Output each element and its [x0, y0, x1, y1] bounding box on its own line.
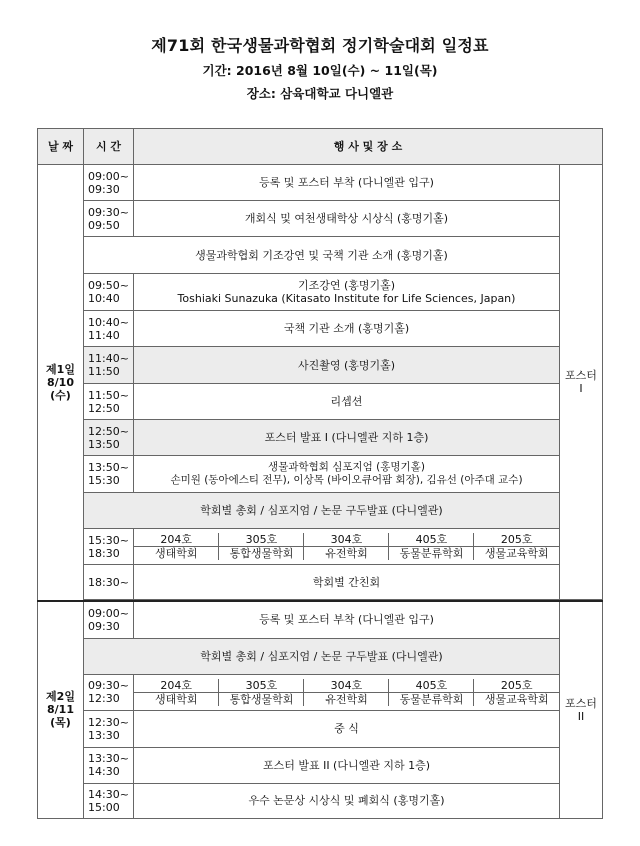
- day2-date: 8/11: [47, 703, 74, 717]
- page-title: 제71회 한국생물과학협회 정기학술대회 일정표: [151, 36, 489, 55]
- society-label: 유전학회: [304, 692, 389, 706]
- time-cell: 09:00~ 09:30: [84, 165, 134, 201]
- society-label: 통합생물학회: [219, 692, 304, 706]
- table-row: [38, 347, 603, 384]
- room-label: 204호: [134, 533, 219, 547]
- table-row: [38, 674, 603, 710]
- event-period: 기간: 2016년 8월 10일(수) ~ 11일(목): [202, 63, 438, 78]
- time-cell: 09:30~ 12:30: [84, 674, 134, 710]
- event-cell: 등록 및 포스터 부착 (다니엘관 입구): [134, 165, 560, 201]
- society-label: 통합생물학회: [219, 547, 304, 561]
- table-row: [38, 710, 603, 747]
- table-row: [38, 747, 603, 783]
- day2-weekday: (목): [50, 716, 71, 730]
- table-row: [38, 638, 603, 674]
- event-cell: 개회식 및 여천생태학상 시상식 (홍명기홀): [134, 201, 560, 237]
- event-cell: 리셉션: [134, 384, 560, 420]
- table-row: [38, 493, 603, 529]
- event-venue: 장소: 삼육대학교 다니엘관: [246, 86, 394, 101]
- room-label: 305호: [219, 679, 304, 693]
- room-label: 405호: [389, 533, 474, 547]
- event-cell: 학회별 총회 / 심포지엄 / 논문 구두발표 (다니엘관): [84, 493, 560, 529]
- event-cell: 사진촬영 (홍명기홀): [134, 347, 560, 384]
- society-label: 생태학회: [154, 547, 198, 560]
- event-cell: 학회별 간친회: [134, 565, 560, 600]
- society-label: 생물교육학회: [474, 692, 559, 706]
- room-label: 204호: [134, 679, 219, 693]
- time-cell: 09:30~ 09:50: [84, 201, 134, 237]
- time-cell: 11:50~ 12:50: [84, 384, 134, 420]
- table-row: [38, 201, 603, 237]
- time-cell: 12:50~ 13:50: [84, 420, 134, 456]
- column-header-event: 행 사 및 장 소: [134, 129, 603, 165]
- time-cell: 18:30~: [84, 565, 134, 600]
- day1-poster-cell: 포스터 I: [559, 165, 602, 600]
- society-label: 동물분류학회: [389, 547, 474, 561]
- time-cell: 13:30~ 14:30: [84, 747, 134, 783]
- society-label: 동물분류학회: [389, 692, 474, 706]
- room-label: 304호: [304, 679, 389, 693]
- table-row: [38, 529, 603, 565]
- event-cell: 포스터 발표 II (다니엘관 지하 1층): [134, 747, 560, 783]
- day1-label: 제1일: [46, 363, 75, 376]
- table-row: [38, 456, 603, 493]
- table-row: [38, 783, 603, 818]
- time-cell: 09:50~ 10:40: [84, 274, 134, 311]
- day2-date-cell: [38, 601, 84, 818]
- room-grid: [134, 674, 560, 710]
- day2-poster-cell: 포스터 II: [559, 601, 602, 818]
- table-row: [38, 601, 603, 638]
- time-cell: 10:40~ 11:40: [84, 311, 134, 347]
- society-label: 유전학회: [304, 547, 389, 561]
- time-cell: 12:30~ 13:30: [84, 710, 134, 747]
- table-row: [38, 420, 603, 456]
- time-cell: 11:40~ 11:50: [84, 347, 134, 384]
- event-cell: 국책 기관 소개 (홍명기홀): [134, 311, 560, 347]
- event-cell: 학회별 총회 / 심포지엄 / 논문 구두발표 (다니엘관): [84, 638, 560, 674]
- table-header-row: [38, 129, 603, 165]
- event-cell: 생물과학협회 심포지엄 (홍명기홀) 손미원 (동아에스티 전무), 이상목 (바이오큐어팜 회장), 김유선 (아주대 교수): [134, 456, 560, 493]
- room-grid: [134, 529, 560, 565]
- event-cell: 생물과학협회 기조강연 및 국책 기관 소개 (홍명기홀): [84, 237, 560, 274]
- room-label: 205호: [474, 533, 559, 547]
- schedule-table: [37, 128, 603, 819]
- time-cell: 09:00~ 09:30: [84, 601, 134, 638]
- society-label: 생태학회: [154, 692, 198, 706]
- time-cell: 13:50~ 15:30: [84, 456, 134, 493]
- time-cell: 14:30~ 15:00: [84, 783, 134, 818]
- room-label: 205호: [474, 679, 559, 693]
- table-row: [38, 311, 603, 347]
- event-cell: 기조강연 (홍명기홀) Toshiaki Sunazuka (Kitasato Institute for Life Sciences, Japan): [134, 274, 560, 311]
- room-label: 304호: [304, 533, 389, 547]
- event-cell: 등록 및 포스터 부착 (다니엘관 입구): [134, 601, 560, 638]
- society-label: 생물교육학회: [474, 547, 559, 561]
- event-cell: 포스터 발표 I (다니엘관 지하 1층): [134, 420, 560, 456]
- table-row: [38, 384, 603, 420]
- table-row: [38, 237, 603, 274]
- room-label: 305호: [219, 533, 304, 547]
- event-cell: 중 식: [134, 710, 560, 747]
- table-row: [38, 274, 603, 311]
- column-header-date: 날 짜: [38, 129, 84, 165]
- day2-label: 제2일: [46, 690, 75, 704]
- event-cell: 우수 논문상 시상식 및 폐회식 (홍명기홀): [134, 783, 560, 818]
- day1-weekday: (수): [50, 389, 71, 402]
- room-label: 405호: [389, 679, 474, 693]
- table-row: [38, 165, 603, 201]
- table-row: [38, 565, 603, 600]
- column-header-time: 시 간: [84, 129, 134, 165]
- time-cell: 15:30~ 18:30: [84, 529, 134, 565]
- day1-date-cell: [38, 165, 84, 602]
- day1-date: 8/10: [47, 376, 74, 389]
